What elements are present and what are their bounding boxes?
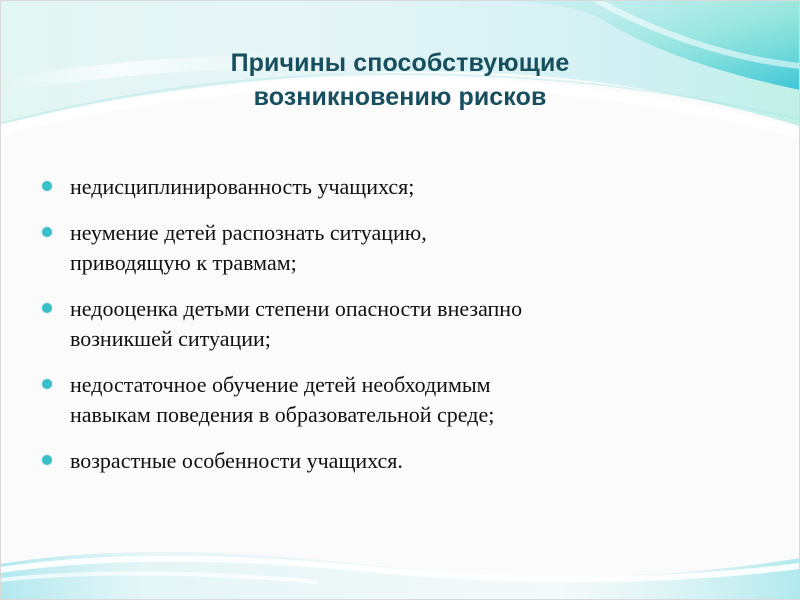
risk-causes-list [38, 172, 758, 492]
bullet-icon [42, 379, 52, 389]
bullet-item-2 [38, 218, 758, 278]
bullet-text-3-line-1: недооценка детьми степени опасности внезапно [70, 296, 523, 321]
bullet-item-3 [38, 294, 758, 354]
bullet-item-5 [38, 446, 758, 476]
bullet-text-3-line-2: возникшей ситуации; [70, 326, 271, 351]
bullet-icon [42, 303, 52, 313]
bullet-icon [42, 455, 52, 465]
bullet-text-5-line-1: возрастные особенности учащихся. [70, 448, 403, 473]
slide-title-line-1: Причины способствующие [230, 49, 570, 77]
bullet-item-4 [38, 370, 758, 430]
bullet-text-2-line-2: приводящую к травмам; [70, 250, 297, 275]
slide-title-line-2: возникновению рисков [253, 83, 547, 111]
bullet-text-4-line-1: недостаточное обучение детей необходимым [70, 372, 491, 397]
slide-title [140, 46, 660, 114]
bullet-text-4-line-2: навыкам поведения в образовательной среде; [70, 402, 495, 427]
bullet-text-2-line-1: неумение детей распознать ситуацию, [70, 220, 427, 245]
bullet-item-1 [38, 172, 758, 202]
bullet-icon [42, 181, 52, 191]
bullet-text-1-line-1: недисциплинированность учащихся; [70, 174, 415, 199]
bottom-wave-decoration [0, 510, 800, 600]
bullet-icon [42, 227, 52, 237]
